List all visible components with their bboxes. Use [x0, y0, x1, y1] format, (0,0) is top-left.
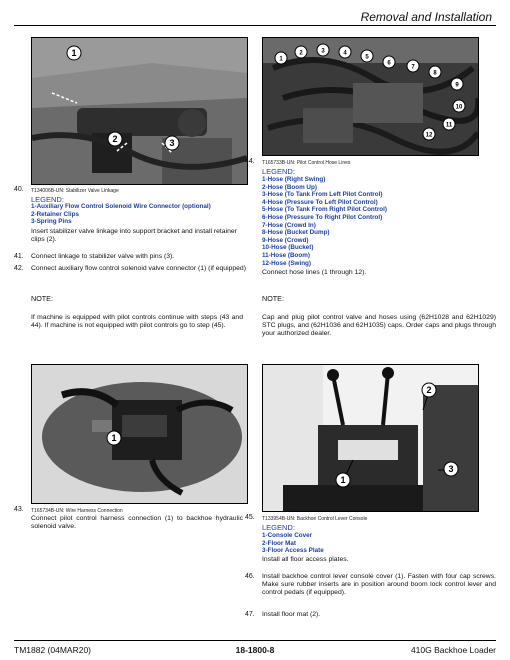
legend-item: 3-Spring Pins — [31, 218, 72, 226]
step-42-number: 42. — [14, 265, 24, 272]
hose-callout-label: 6 — [387, 60, 391, 67]
callout-3: 3 — [448, 464, 454, 474]
note-label-left: NOTE: — [31, 294, 53, 303]
step-42-text: Connect auxiliary flow control solenoid valve connector (1) (if equipped) — [31, 265, 246, 272]
header-divider — [14, 25, 496, 26]
step-43-number: 43. — [14, 506, 24, 513]
legend-item: 4-Hose (Pressure To Left Pilot Control) — [262, 198, 378, 206]
callout-1: 1 — [111, 433, 117, 443]
footer-machine-name: 410G Backhoe Loader — [410, 645, 496, 655]
step-43-text: Connect pilot control harness connection (1) to backhoe hydraulic solenoid valve. — [31, 515, 243, 531]
figure-2-caption: T165733B-UN: Pilot Control Hose Lines — [262, 160, 351, 166]
legend-item: 6-Hose (Pressure To Right Pilot Control) — [262, 213, 383, 221]
step-44-number: 44. — [245, 158, 255, 165]
hose-callout-label: 9 — [455, 82, 459, 89]
step-44-legend — [262, 176, 492, 267]
callout-3: 3 — [169, 138, 175, 148]
legend-item: 7-Hose (Crowd In) — [262, 221, 316, 229]
step-40-number: 40. — [14, 186, 24, 193]
step-41-number: 41. — [14, 253, 24, 260]
step-45-legend — [262, 532, 482, 555]
note-label-right: NOTE: — [262, 294, 284, 303]
figure-wire-harness-connection — [31, 364, 248, 504]
step-45-text: Install all floor access plates. — [262, 556, 349, 563]
hose-callout-label: 12 — [425, 132, 433, 139]
hose-callout-label: 7 — [411, 64, 415, 71]
hose-callout-label: 8 — [433, 70, 437, 77]
legend-item: 3-Floor Access Plate — [262, 547, 324, 555]
legend-item: 2-Retainer Clips — [31, 210, 79, 218]
step-40-text: Insert stabilizer valve linkage into support bracket and install retainer clips (2). — [31, 228, 237, 244]
callout-1: 1 — [340, 475, 346, 485]
footer-divider — [14, 640, 496, 641]
callout-1: 1 — [71, 48, 77, 58]
legend-item: 10-Hose (Bucket) — [262, 244, 314, 252]
legend-item: 1-Auxiliary Flow Control Solenoid Wire Connector (optional) — [31, 203, 211, 210]
step-44-text: Connect hose lines (1 through 12). — [262, 269, 367, 276]
figure-backhoe-control-lever-console — [262, 364, 479, 512]
legend-item: 8-Hose (Bucket Dump) — [262, 229, 330, 237]
hose-callout-label: 5 — [365, 54, 369, 61]
step-44-legend-title: LEGEND: — [262, 167, 295, 176]
page-header-title: Removal and Installation — [360, 10, 492, 24]
legend-item: 5-Hose (To Tank From Right Pilot Control) — [262, 206, 387, 214]
legend-item: 11-Hose (Boom) — [262, 251, 310, 259]
hose-callout-label: 10 — [455, 104, 463, 111]
footer-doc-id: TM1882 (04MAR20) — [14, 645, 92, 655]
step-47-number: 47. — [245, 611, 255, 618]
hose-callout-label: 4 — [343, 50, 347, 57]
note-text-left: If machine is equipped with pilot controls continue with steps (43 and 44). If machine is not equipped with pilot controls go to step (45). — [31, 314, 243, 330]
step-46-number: 46. — [245, 573, 255, 580]
step-45-legend-title: LEGEND: — [262, 523, 295, 532]
legend-item: 3-Hose (To Tank From Left Pilot Control) — [262, 191, 383, 199]
legend-item: 2-Floor Mat — [262, 539, 296, 547]
footer-page-number: 18-1800-8 — [235, 645, 275, 655]
legend-item: 2-Hose (Boom Up) — [262, 183, 317, 191]
figure-3-caption: T165734B-UN: Wire Harness Connection — [31, 508, 123, 514]
legend-item: 12-Hose (Swing) — [262, 259, 311, 267]
figure-stabilizer-valve-linkage — [31, 37, 248, 185]
note-text-right: Cap and plug pilot control valve and hoses using (62H1028 and 62H1029) STC plugs, and (62H1036 and 62H1035) caps. Order caps and plugs through your authorized dealer. — [262, 314, 496, 338]
callout-2: 2 — [426, 385, 432, 395]
legend-item: 9-Hose (Crowd) — [262, 236, 309, 244]
step-45-number: 45. — [245, 514, 255, 521]
step-46-text: Install backhoe control lever console cover (1). Fasten with four cap screws. Make sure rubber inserts are in position around boom lock control lever and control pedals (if equipped). — [262, 573, 496, 597]
step-40-legend-title: LEGEND: — [31, 195, 64, 204]
figure-1-caption: T134006B-UN: Stabilizer Valve Linkage — [31, 188, 119, 194]
callout-2: 2 — [112, 134, 118, 144]
hose-callout-label: 11 — [445, 122, 453, 129]
figure-pilot-control-hose-lines — [262, 37, 479, 156]
hose-callout-label: 3 — [321, 48, 325, 55]
step-41-text: Connect linkage to stabilizer valve with pins (3). — [31, 253, 175, 260]
legend-item: 1-Console Cover — [262, 532, 313, 539]
step-40-legend — [31, 203, 251, 226]
figure-4-caption: T133954B-UN: Backhoe Control Lever Console — [262, 516, 368, 522]
step-47-text: Install floor mat (2). — [262, 611, 321, 618]
legend-item: 1-Hose (Right Swing) — [262, 176, 326, 183]
hose-callout-label: 2 — [299, 50, 303, 57]
hose-callout-label: 1 — [279, 56, 283, 63]
